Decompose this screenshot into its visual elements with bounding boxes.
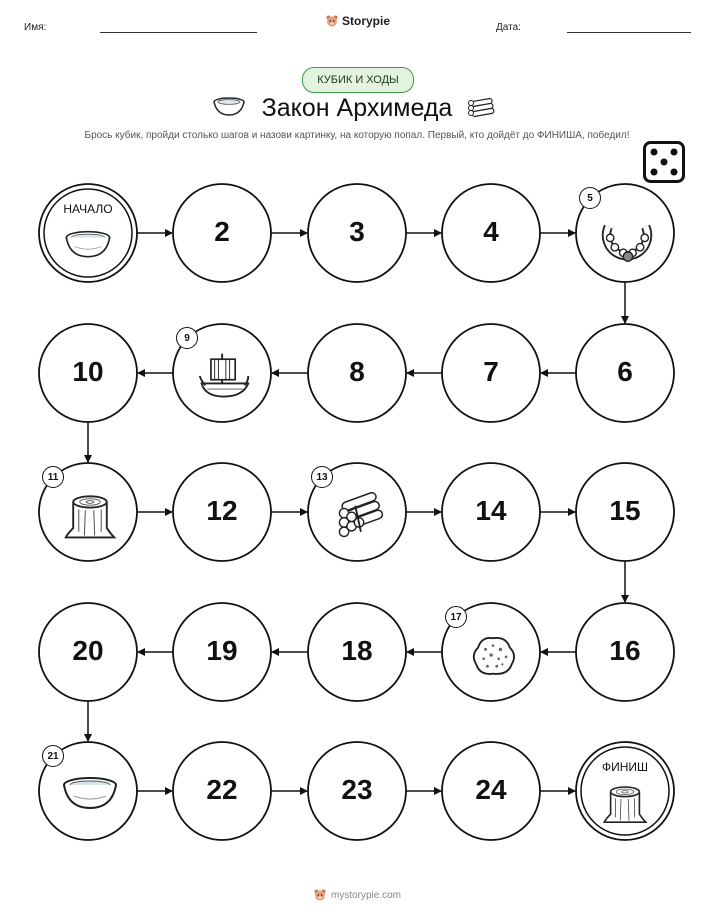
cell-number: 20 [72,635,104,666]
instructions: Брось кубик, пройди столько шагов и назови картинку, на которую попал. Первый, кто дойдёт до ФИНИША, победил! [84,130,630,141]
name-label: Имя: [24,22,47,33]
cell-number-badge: 11 [42,466,64,488]
date-label: Дата: [496,22,521,33]
cell-number: 16 [609,635,641,666]
stump-icon [66,496,115,537]
cell-number: 14 [475,495,507,526]
cell-icons [64,227,648,823]
cell-number: 6 [617,356,633,387]
cell-number: 23 [341,774,373,805]
cell-number: 10 [72,356,104,387]
page-title: Закон Архимеда [261,94,453,122]
cell-label: НАЧАЛО [63,202,113,216]
cell-number-badge: 9 [176,327,198,349]
cell-number: 8 [349,356,365,387]
cell-number-badge: 13 [311,466,333,488]
cell-number: 19 [206,635,238,666]
cell-number: 22 [206,774,238,805]
footer [0,888,714,902]
cell-number: 12 [206,495,238,526]
sponge-icon [474,638,514,674]
cell-number-badge: 17 [445,606,467,628]
cell-number-badge: 5 [579,187,601,209]
category-badge: КУБИК И ХОДЫ [302,67,414,93]
stump-icon [604,787,646,822]
cell-number: 7 [483,356,499,387]
cell-number: 15 [609,495,641,526]
cell-number-badge: 21 [42,745,64,767]
cell-number: 18 [341,635,373,666]
cell-number: 3 [349,216,365,247]
cell-number: 2 [214,216,230,247]
cell-label: ФИНИШ [601,760,649,774]
bear-icon [313,888,327,902]
footer-url[interactable]: mystorypie.com [330,889,401,901]
cell-number: 24 [475,774,507,805]
brand-name: Storypie [342,14,391,28]
cell-number: 4 [483,216,499,247]
